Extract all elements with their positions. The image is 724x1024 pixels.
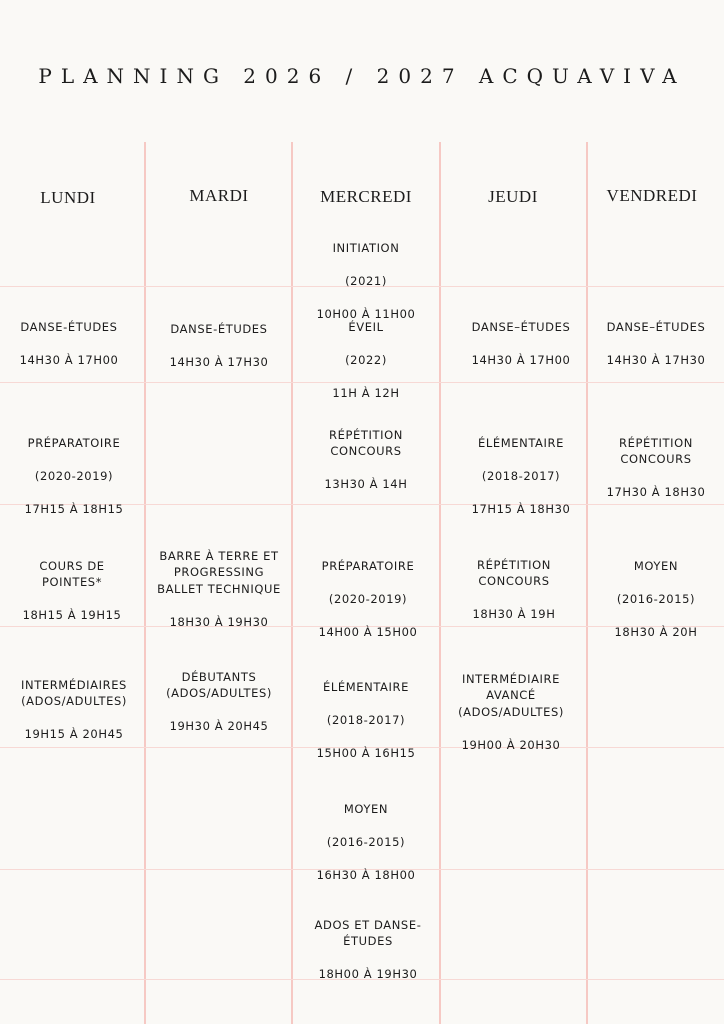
class-time: 17H15 À 18H15	[24, 501, 124, 516]
class-name: ÉLÉMENTAIRE	[323, 679, 409, 694]
class-entry	[0, 541, 144, 641]
day-header-mercredi: MERCREDI	[320, 187, 412, 206]
class-time: 11H À 12H	[332, 385, 400, 400]
class-time: 14H30 À 17H30	[606, 352, 706, 367]
day-header-lundi: LUNDI	[40, 188, 96, 207]
class-name: RÉPÉTITION CONCOURS	[477, 557, 551, 589]
class-name: ÉVEIL	[348, 319, 384, 334]
class-time: 13H30 À 14H	[324, 477, 408, 492]
class-time: 14H30 À 17H30	[169, 354, 269, 369]
class-detail: (2016-2015)	[326, 834, 406, 849]
class-entry	[0, 418, 148, 534]
class-detail: (2022)	[345, 352, 387, 367]
class-name: INITIATION	[332, 240, 400, 255]
class-name: INTERMÉDIAIRE AVANCÉ (ADOS/ADULTES)	[458, 671, 564, 719]
class-entry	[441, 540, 587, 640]
class-entry	[293, 302, 439, 418]
class-name: PRÉPARATOIRE	[321, 558, 415, 573]
page-title: PLANNING 2026 / 2027 ACQUAVIVA	[38, 64, 686, 88]
class-entry	[444, 302, 598, 385]
class-name: RÉPÉTITION CONCOURS	[329, 427, 403, 459]
class-time: 18H30 À 19H30	[169, 614, 269, 629]
class-entry	[146, 304, 292, 387]
class-time: 17H15 À 18H30	[471, 501, 571, 516]
class-entry	[588, 418, 724, 518]
class-entry	[293, 541, 443, 657]
class-name: DANSE-ÉTUDES	[170, 321, 268, 336]
day-header-mardi: MARDI	[189, 186, 249, 205]
class-entry	[146, 652, 292, 752]
class-name: ÉLÉMENTAIRE	[478, 435, 564, 450]
class-name: MOYEN	[633, 558, 679, 573]
class-name: MOYEN	[343, 801, 389, 816]
class-detail: (2020-2019)	[34, 468, 114, 483]
class-entry	[293, 662, 439, 778]
class-time: 19H00 À 20H30	[461, 737, 561, 752]
class-name: COURS DE POINTES*	[39, 558, 105, 590]
class-time: 14H00 À 15H00	[318, 624, 418, 639]
class-name: ADOS ET DANSE- ÉTUDES	[314, 917, 422, 949]
class-detail: (2016-2015)	[616, 591, 696, 606]
class-entry	[444, 418, 598, 534]
class-entry	[438, 654, 584, 770]
class-time: 16H30 À 18H00	[316, 867, 416, 882]
class-time: 15H00 À 16H15	[316, 745, 416, 760]
class-time: 18H30 À 19H	[472, 607, 556, 622]
day-header-vendredi: VENDREDI	[606, 186, 698, 205]
class-time: 18H00 À 19H30	[318, 967, 418, 982]
class-entry	[588, 302, 724, 385]
class-name: DANSE–ÉTUDES	[606, 319, 706, 334]
class-time: 19H30 À 20H45	[169, 719, 269, 734]
class-name: PRÉPARATOIRE	[27, 435, 121, 450]
class-entry	[0, 660, 148, 760]
class-detail: (2018-2017)	[326, 712, 406, 727]
class-detail: (2020-2019)	[328, 591, 408, 606]
class-name: DÉBUTANTS (ADOS/ADULTES)	[166, 669, 272, 701]
class-detail: (2021)	[345, 273, 387, 288]
class-time: 19H15 À 20H45	[24, 727, 124, 742]
class-name: RÉPÉTITION CONCOURS	[619, 435, 693, 467]
class-name: BARRE À TERRE ET PROGRESSING BALLET TECHNIQUE	[157, 548, 281, 596]
class-entry	[293, 784, 439, 900]
class-entry	[0, 302, 138, 385]
class-entry	[588, 541, 724, 657]
class-entry	[293, 900, 443, 1000]
class-time: 14H30 À 17H00	[471, 352, 571, 367]
class-time: 18H30 À 20H	[614, 624, 698, 639]
class-time: 18H15 À 19H15	[22, 608, 122, 623]
class-time: 10H00 À 11H00	[316, 306, 416, 321]
class-entry	[146, 531, 292, 647]
class-entry	[293, 410, 439, 510]
class-time: 17H30 À 18H30	[606, 485, 706, 500]
day-header-jeudi: JEUDI	[488, 187, 538, 206]
class-name: DANSE-ÉTUDES	[20, 319, 118, 334]
class-name: INTERMÉDIAIRES (ADOS/ADULTES)	[21, 677, 127, 709]
class-detail: (2018-2017)	[481, 468, 561, 483]
class-time: 14H30 À 17H00	[19, 352, 119, 367]
class-name: DANSE–ÉTUDES	[471, 319, 571, 334]
